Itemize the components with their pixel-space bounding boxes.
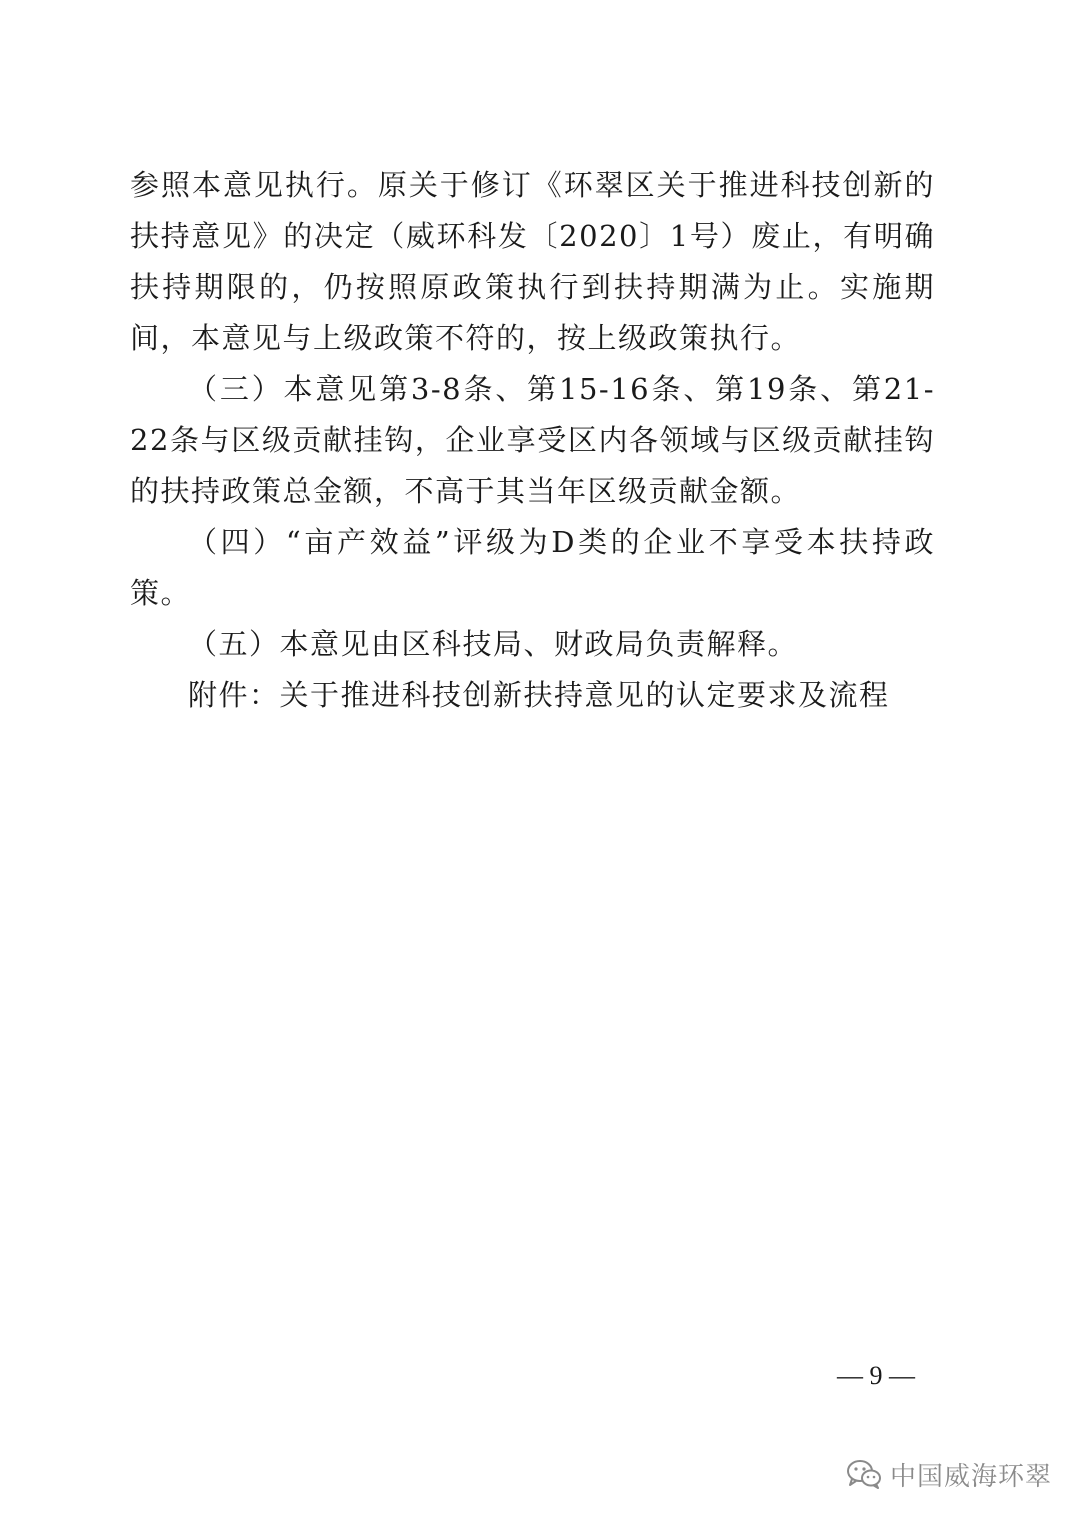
- watermark-text: 中国威海环翠: [890, 1461, 1053, 1492]
- document-body: [130, 160, 935, 721]
- paragraph-clause-four: （四）“亩产效益”评级为D类的企业不享受本扶持政策。: [130, 525, 935, 610]
- page-number: — 9 —: [837, 1361, 915, 1390]
- paragraph-clause-three: （三）本意见第3-8条、第15-16条、第19条、第21-22条与区级贡献挂钩，企业享受区内各领域与区级贡献挂钩的扶持政策总金额，不高于其当年区级贡献金额。: [130, 372, 935, 508]
- attachment-line: 附件：关于推进科技创新扶持意见的认定要求及流程: [188, 678, 890, 712]
- paragraph-clause-five: （五）本意见由区科技局、财政局负责解释。: [188, 627, 799, 661]
- wechat-icon: [846, 1459, 882, 1489]
- watermark: [846, 1452, 1052, 1496]
- paragraph-continuation: 参照本意见执行。原关于修订《环翠区关于推进科技创新的扶持意见》的决定（威环科发〔2020〕1号）废止，有明确扶持期限的，仍按照原政策执行到扶持期满为止。实施期间，本意见与上级政策不符的，按上级政策执行。: [130, 168, 935, 355]
